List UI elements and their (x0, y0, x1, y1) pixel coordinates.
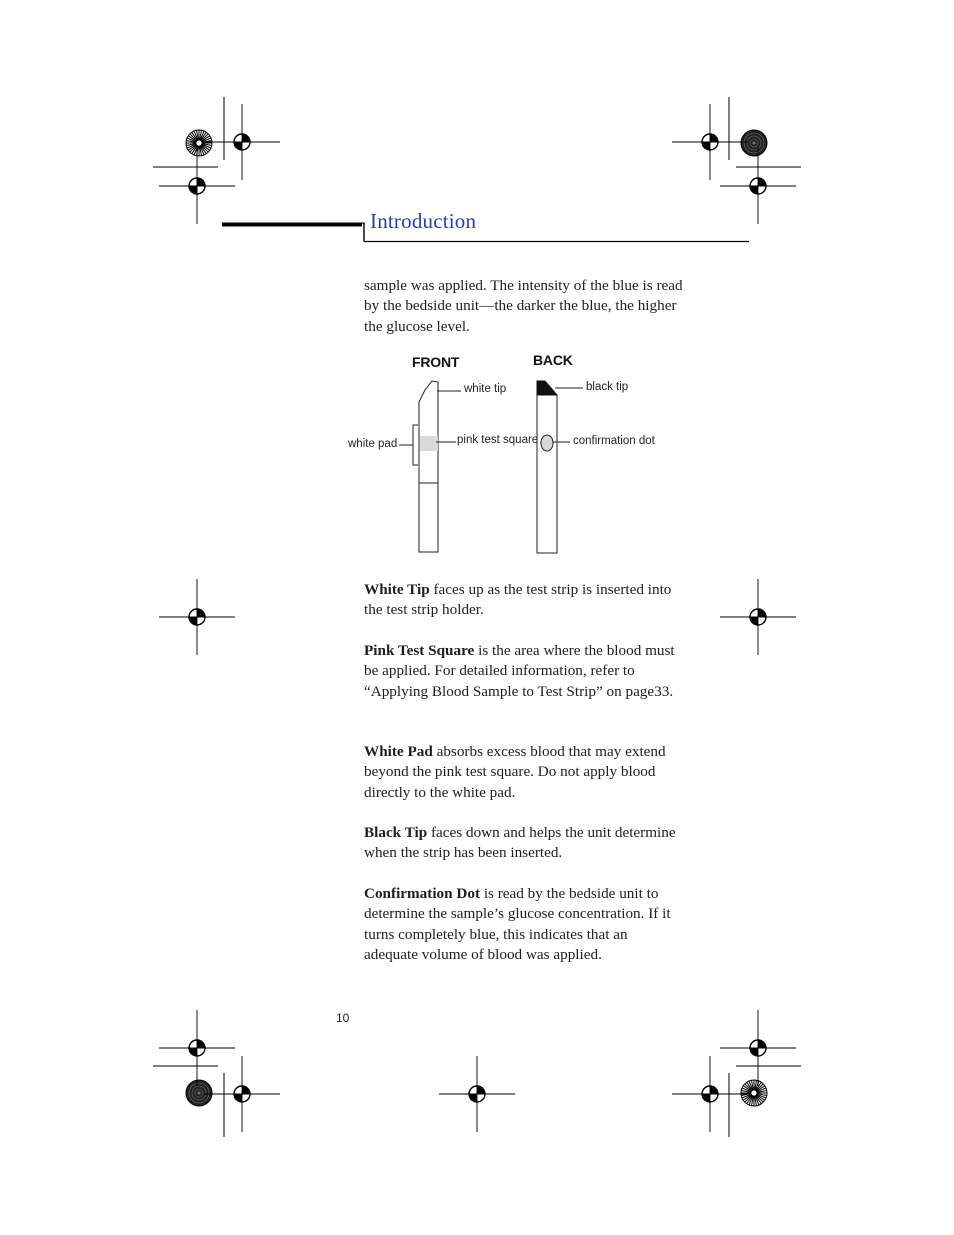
section-text: is the area where the blood must be applied. For detailed information, refer to “Applying Blood Sample to Test Strip” on page33. (364, 642, 675, 700)
section-term: White Tip (364, 581, 430, 598)
confirmation-dot (541, 435, 553, 451)
section-white-tip (364, 580, 684, 621)
black-tip-label: black tip (586, 381, 629, 393)
registration-mark-icon (204, 104, 280, 180)
section-text: absorbs excess blood that may extend beyond the pink test square. Do not apply blood directly to the white pad. (364, 743, 666, 801)
starburst-target-icon (741, 130, 767, 156)
registration-mark-icon (720, 579, 796, 655)
section-text: is read by the bedside unit to determine the sample’s glucose concentration. If it turns completely blue, this indicates that an adequate volume of blood was applied. (364, 885, 671, 963)
registration-mark-icon (720, 148, 796, 224)
pink-test-square (420, 436, 438, 451)
white-pad-label: white pad (348, 438, 398, 450)
front-heading: FRONT (412, 354, 460, 370)
page-title: Introduction (370, 209, 477, 233)
section-pink-test-square (364, 641, 684, 702)
registration-mark-icon (159, 579, 235, 655)
page-number: 10 (336, 1011, 350, 1025)
section-confirmation-dot (364, 884, 684, 965)
section-term: Pink Test Square (364, 642, 475, 659)
starburst-target-icon (186, 1080, 212, 1106)
test-strip-diagram (399, 381, 583, 553)
section-term: Confirmation Dot (364, 885, 481, 902)
black-tip (537, 381, 557, 395)
registration-mark-icon (672, 104, 748, 180)
section-term: White Pad (364, 743, 433, 760)
registration-mark-icon (720, 1010, 796, 1086)
section-text: faces down and helps the unit determine when the strip has been inserted. (364, 824, 676, 862)
header-rule (222, 223, 749, 242)
registration-mark-icon (439, 1056, 515, 1132)
registration-mark-icon (672, 1056, 748, 1132)
registration-mark-icon (204, 1056, 280, 1132)
intro-paragraph: sample was applied. The intensity of the blue is read by the bedside unit—the darker the blue, the higher the glucose level. (364, 277, 683, 335)
white-tip-label: white tip (464, 383, 507, 395)
section-text: faces up as the test strip is inserted into the test strip holder. (364, 581, 672, 619)
front-strip (399, 381, 461, 552)
pink-test-square-label: pink test square (457, 434, 539, 446)
confirmation-dot-label: confirmation dot (573, 435, 655, 447)
section-black-tip (364, 823, 684, 864)
starburst-target-icon (186, 130, 212, 156)
section-white-pad (364, 742, 684, 803)
back-strip (537, 381, 583, 553)
starburst-target-icon (741, 1080, 767, 1106)
back-heading: BACK (533, 352, 573, 368)
section-term: Black Tip (364, 824, 428, 841)
